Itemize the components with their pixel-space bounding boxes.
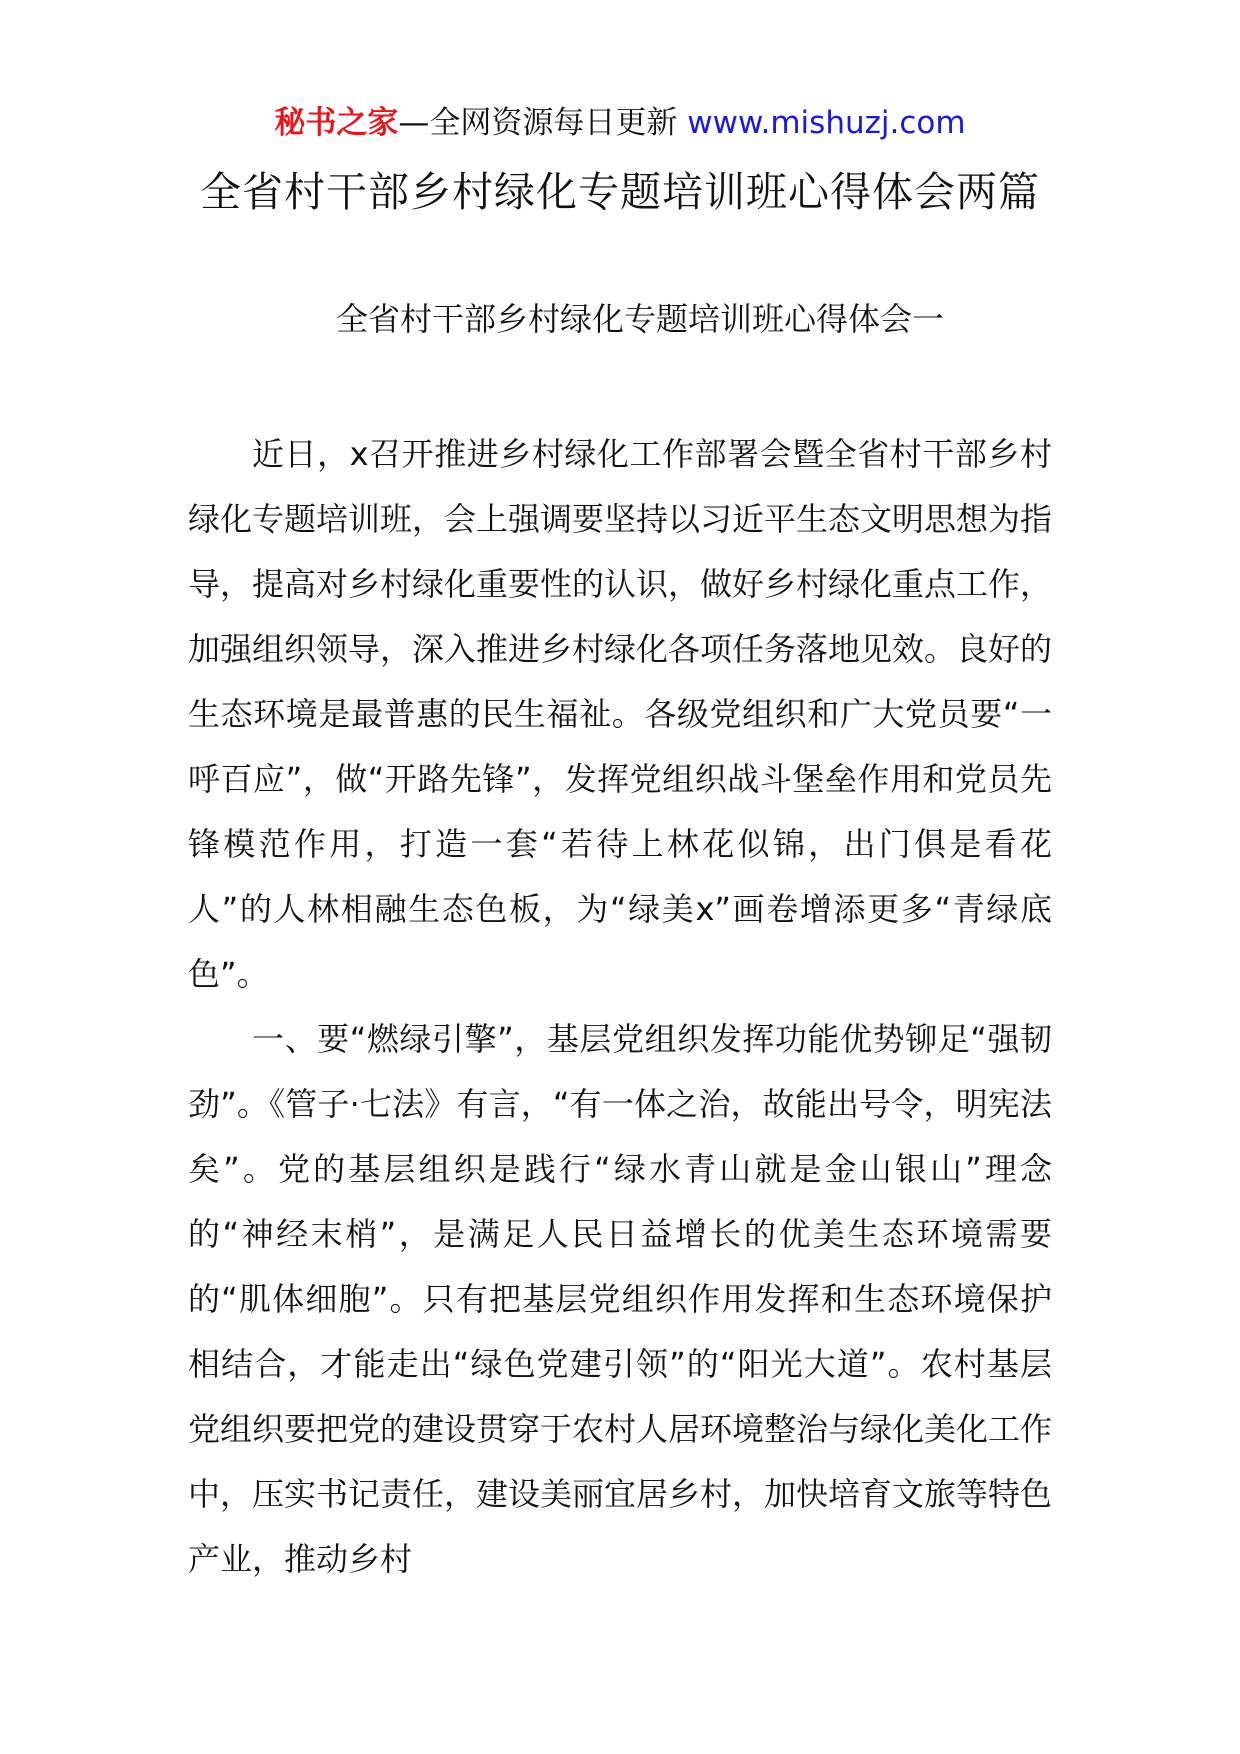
brand-name: 秘书之家: [274, 105, 399, 141]
site-header: [0, 100, 1240, 146]
document-title: 全省村干部乡村绿化专题培训班心得体会两篇: [200, 168, 1040, 216]
site-url-link[interactable]: www.mishuzj.com: [687, 105, 966, 141]
header-slogan: —全网资源每日更新: [398, 105, 688, 141]
paragraph-intro: 近日，x召开推进乡村绿化工作部署会暨全省村干部乡村绿化专题培训班，会上强调要坚持以习近平生态文明思想为指导，提高对乡村绿化重要性的认识，做好乡村绿化重点工作，加强组织领导，深入推进乡村绿化各项任务落地见效。良好的生态环境是最普惠的民生福祉。各级党组织和广大党员要“一呼百应”，做“开路先锋”，发挥党组织战斗堡垒作用和党员先锋模范作用，打造一套“若待上林花似锦，出门俱是看花人”的人林相融生态色板，为“绿美x”画卷增添更多“青绿底色”。: [188, 435, 1053, 993]
section-title: 全省村干部乡村绿化专题培训班心得体会一: [336, 300, 945, 338]
paragraph-point-one: 一、要“燃绿引擎”，基层党组织发挥功能优势铆足“强韧劲”。《管子·七法》有言，“有一体之治，故能出号令，明宪法矣”。党的基层组织是践行“绿水青山就是金山银山”理念的“神经末梢”，是满足人民日益增长的优美生态环境需要的“肌体细胞”。只有把基层党组织作用发挥和生态环境保护相结合，才能走出“绿色党建引领”的“阳光大道”。农村基层党组织要把党的建设贯穿于农村人居环境整治与绿化美化工作中，压实书记责任，建设美丽宜居乡村，加快培育文旅等特色产业，推动乡村: [188, 1020, 1053, 1578]
document-body: [188, 422, 1052, 1592]
